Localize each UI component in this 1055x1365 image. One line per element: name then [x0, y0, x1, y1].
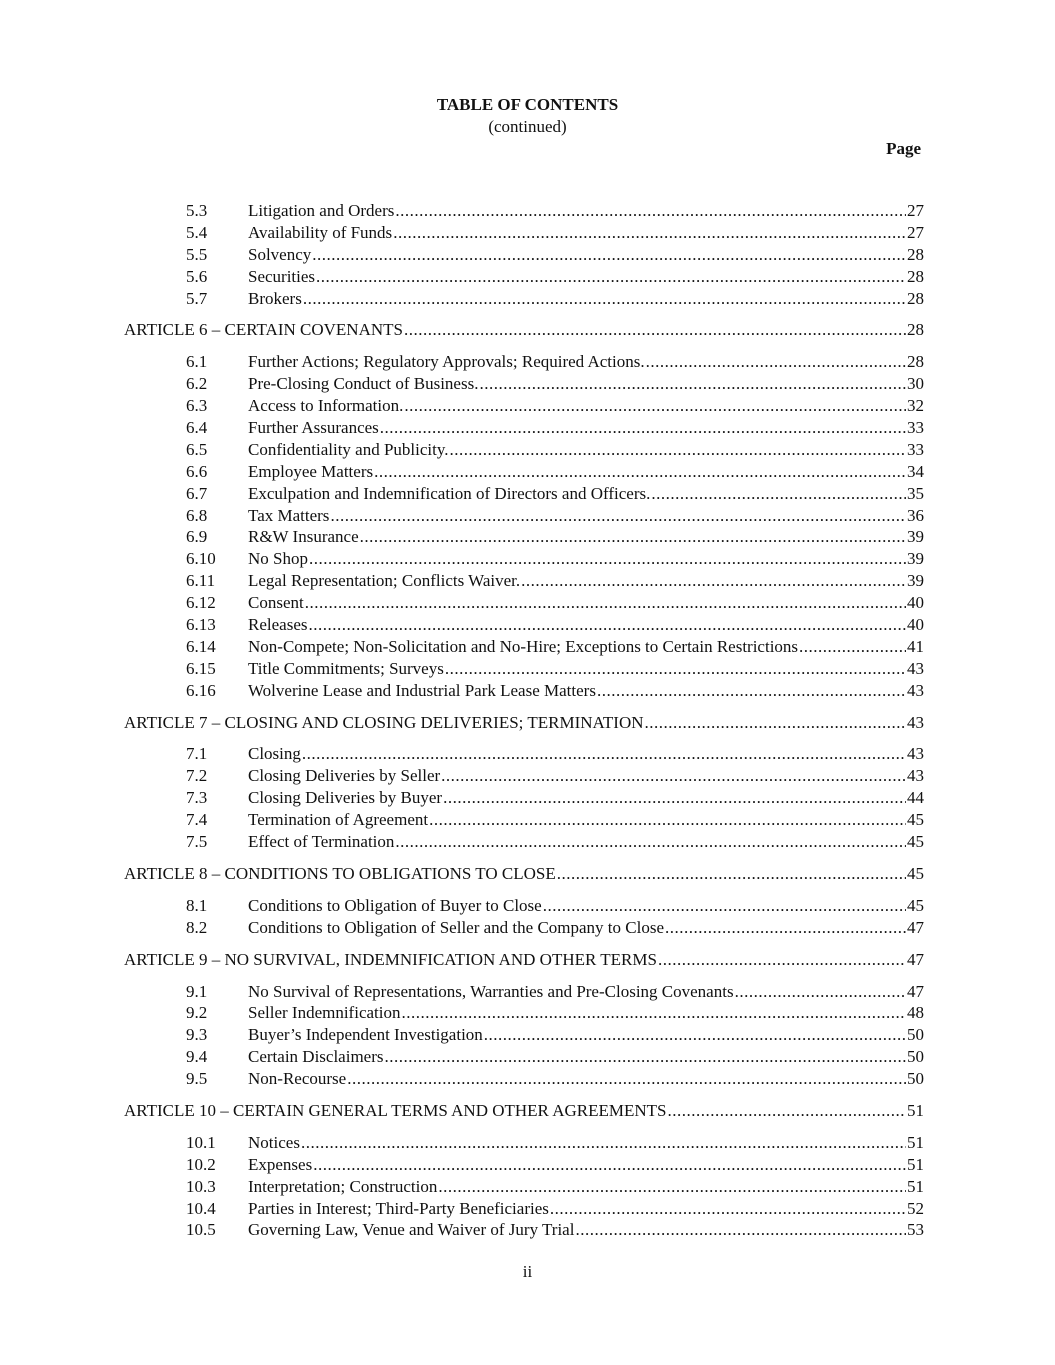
toc-page-number: 34 — [907, 461, 924, 481]
page-number: ii — [522, 1262, 533, 1281]
toc-section-number: 6.4 — [186, 418, 208, 438]
toc-page-number: 47 — [907, 917, 924, 937]
toc-page-number: 52 — [907, 1198, 924, 1218]
toc-section-number: 7.2 — [186, 766, 208, 786]
toc-row-line — [248, 526, 924, 548]
toc-section-number: 5.4 — [186, 222, 208, 242]
toc-row-line — [248, 200, 924, 222]
toc-entry-row[interactable] — [0, 895, 1055, 917]
toc-section-title: ARTICLE 6 – CERTAIN COVENANTS — [124, 320, 403, 340]
toc-entry-row[interactable] — [0, 1068, 1055, 1090]
toc-entry-row[interactable] — [0, 831, 1055, 853]
toc-section-title: Availability of Funds — [248, 222, 393, 242]
dot-leader — [445, 658, 906, 680]
toc-page-number: 45 — [907, 863, 924, 883]
dot-leader — [651, 483, 906, 505]
toc-page-number: 51 — [907, 1176, 924, 1196]
toc-section-title: Parties in Interest; Third-Party Beneficiaries — [248, 1198, 549, 1218]
dot-leader — [658, 949, 906, 971]
toc-page-number: 27 — [907, 222, 924, 242]
dot-leader — [395, 200, 906, 222]
toc-entry-row[interactable] — [0, 417, 1055, 439]
toc-section-number: 7.5 — [186, 832, 208, 852]
toc-section-title: Litigation and Orders — [248, 201, 395, 220]
toc-row-line — [248, 614, 924, 636]
toc-section-number: 9.4 — [186, 1047, 208, 1067]
dot-leader — [645, 712, 906, 734]
dot-leader — [404, 319, 906, 341]
dot-leader — [429, 809, 906, 831]
toc-page-number: 33 — [907, 439, 924, 459]
dot-leader — [450, 439, 906, 461]
toc-section-title: Non-Recourse — [248, 1069, 347, 1089]
toc-section-number: 6.5 — [186, 439, 208, 459]
toc-row-line — [248, 1068, 924, 1090]
dot-leader — [309, 548, 906, 570]
toc-row-line — [248, 483, 924, 505]
toc-page-number: 39 — [907, 549, 924, 569]
table-of-contents — [0, 200, 1055, 1241]
toc-page-number: 28 — [907, 266, 924, 286]
toc-section-title: Conditions to Obligation of Buyer to Close — [248, 895, 542, 915]
dot-leader — [438, 1176, 906, 1198]
dot-leader — [479, 373, 906, 395]
toc-section-title: Access to Information. — [248, 396, 404, 416]
dot-leader — [313, 1154, 906, 1176]
dot-leader — [330, 505, 906, 527]
toc-section-title: Confidentiality and Publicity. — [248, 439, 449, 459]
toc-page-number: 47 — [907, 981, 924, 1001]
dot-leader — [543, 895, 906, 917]
toc-page-number: 50 — [907, 1069, 924, 1089]
dot-leader — [799, 636, 906, 658]
toc-page-number: 45 — [907, 832, 924, 852]
toc-section-title: Governing Law, Venue and Waiver of Jury Trial — [248, 1220, 575, 1240]
toc-page-number: 43 — [907, 712, 924, 732]
toc-section-title: Buyer’s Independent Investigation — [248, 1025, 483, 1045]
toc-row-line — [248, 288, 924, 310]
toc-section-title: Termination of Agreement — [248, 810, 429, 830]
toc-section-title: Conditions to Obligation of Seller and the Company to Close — [248, 917, 664, 937]
dot-leader — [347, 1068, 906, 1090]
toc-entry-row[interactable] — [0, 461, 1055, 483]
dot-leader — [665, 917, 906, 939]
toc-section-number: 5.7 — [186, 288, 208, 308]
toc-entry-row[interactable] — [0, 395, 1055, 417]
toc-section-title: ARTICLE 8 – CONDITIONS TO OBLIGATIONS TO CLOSE — [124, 863, 556, 883]
toc-section-number: 6.10 — [186, 549, 216, 569]
toc-page-number: 43 — [907, 766, 924, 786]
toc-section-number: 6.8 — [186, 505, 208, 525]
toc-entry-row[interactable] — [0, 680, 1055, 702]
toc-page-number: 51 — [907, 1100, 924, 1120]
dot-leader — [484, 1024, 906, 1046]
toc-row-line — [248, 373, 924, 395]
toc-page-number: 28 — [907, 244, 924, 264]
toc-entry-row[interactable] — [0, 483, 1055, 505]
toc-entry-row[interactable] — [0, 439, 1055, 461]
toc-section-number: 6.15 — [186, 658, 216, 678]
toc-page-number: 39 — [907, 571, 924, 591]
toc-row-line — [248, 461, 924, 483]
toc-page-number: 30 — [907, 374, 924, 394]
toc-page-number: 51 — [907, 1154, 924, 1174]
toc-section-number: 6.1 — [186, 352, 208, 372]
dot-leader — [385, 1046, 907, 1068]
toc-row-line — [248, 1154, 924, 1176]
toc-entry-row[interactable] — [0, 1046, 1055, 1068]
toc-entry-row[interactable] — [0, 200, 1055, 222]
toc-row-line — [248, 1176, 924, 1198]
toc-entry-row[interactable] — [0, 1154, 1055, 1176]
toc-article-row[interactable] — [0, 319, 1055, 341]
toc-section-number: 7.1 — [186, 744, 208, 764]
toc-page-number: 40 — [907, 593, 924, 613]
dot-leader — [302, 743, 906, 765]
toc-page-number: 28 — [907, 352, 924, 372]
dot-leader — [597, 680, 906, 702]
toc-row-line — [248, 765, 924, 787]
toc-section-number: 9.1 — [186, 981, 208, 1001]
dot-leader — [575, 1219, 906, 1241]
toc-page-number: 51 — [907, 1132, 924, 1152]
dot-leader — [316, 266, 906, 288]
toc-section-number: 10.4 — [186, 1198, 216, 1218]
toc-row-line — [248, 917, 924, 939]
toc-row-line — [248, 1198, 924, 1220]
dot-leader — [380, 417, 906, 439]
toc-section-number: 6.16 — [186, 680, 216, 700]
toc-section-number: 6.2 — [186, 374, 208, 394]
toc-entry-row[interactable] — [0, 244, 1055, 266]
toc-entry-row[interactable] — [0, 288, 1055, 310]
toc-section-title: R&W Insurance — [248, 527, 359, 547]
toc-page-number: 50 — [907, 1025, 924, 1045]
toc-entry-row[interactable] — [0, 1024, 1055, 1046]
toc-section-title: Expenses — [248, 1154, 313, 1174]
toc-article-row[interactable] — [0, 1100, 1055, 1122]
toc-section-number: 9.2 — [186, 1003, 208, 1023]
toc-section-title: Seller Indemnification — [248, 1003, 401, 1023]
toc-section-number: 8.1 — [186, 895, 208, 915]
toc-section-number: 5.6 — [186, 266, 208, 286]
dot-leader — [401, 1002, 906, 1024]
toc-page-number: 48 — [907, 1003, 924, 1023]
toc-entry-row[interactable] — [0, 1176, 1055, 1198]
toc-page-number: 43 — [907, 680, 924, 700]
toc-section-title: Closing Deliveries by Seller — [248, 766, 441, 786]
dot-leader — [441, 765, 906, 787]
page-subtitle: (continued) — [488, 117, 567, 136]
toc-page-number: 35 — [907, 483, 924, 503]
toc-row-line — [248, 1219, 924, 1241]
toc-row-line — [248, 895, 924, 917]
toc-entry-row[interactable] — [0, 1002, 1055, 1024]
toc-entry-row[interactable] — [0, 981, 1055, 1003]
toc-row-line — [248, 831, 924, 853]
toc-row-line — [248, 266, 924, 288]
toc-row-line — [248, 658, 924, 680]
dot-leader — [404, 395, 906, 417]
toc-row-line — [248, 1132, 924, 1154]
toc-section-title: Certain Disclaimers — [248, 1047, 384, 1067]
toc-section-title: ARTICLE 9 – NO SURVIVAL, INDEMNIFICATION AND OTHER TERMS — [124, 949, 657, 969]
dot-leader — [667, 1100, 906, 1122]
toc-entry-row[interactable] — [0, 1132, 1055, 1154]
toc-row-line — [124, 863, 924, 885]
dot-leader — [374, 461, 906, 483]
toc-entry-row[interactable] — [0, 592, 1055, 614]
toc-section-title: Effect of Termination — [248, 832, 395, 852]
toc-entry-row[interactable] — [0, 526, 1055, 548]
toc-section-title: Releases — [248, 615, 308, 635]
toc-entry-row[interactable] — [0, 351, 1055, 373]
toc-section-title: Notices — [248, 1132, 300, 1152]
toc-row-line — [248, 1024, 924, 1046]
toc-row-line — [248, 395, 924, 417]
toc-section-number: 10.5 — [186, 1220, 216, 1240]
dot-leader — [393, 222, 906, 244]
toc-entry-row[interactable] — [0, 505, 1055, 527]
toc-row-line — [248, 787, 924, 809]
toc-page-number: 45 — [907, 810, 924, 830]
toc-row-line — [248, 439, 924, 461]
toc-row-line — [248, 636, 924, 658]
toc-page-number: 27 — [907, 201, 924, 220]
page-column-header: Page — [886, 139, 921, 158]
toc-section-number: 6.14 — [186, 636, 216, 656]
toc-page-number: 45 — [907, 895, 924, 915]
toc-section-title: Exculpation and Indemnification of Directors and Officers. — [248, 483, 651, 503]
toc-page-number: 33 — [907, 418, 924, 438]
toc-row-line — [248, 417, 924, 439]
toc-row-line — [248, 222, 924, 244]
toc-section-title: No Shop — [248, 549, 308, 569]
toc-section-number: 7.3 — [186, 788, 208, 808]
toc-page-number: 40 — [907, 615, 924, 635]
toc-page-number: 32 — [907, 396, 924, 416]
dot-leader — [550, 1198, 906, 1220]
toc-row-line — [248, 244, 924, 266]
toc-section-title: Closing Deliveries by Buyer — [248, 788, 443, 808]
dot-leader — [443, 787, 906, 809]
toc-row-line — [124, 319, 924, 341]
page-title: TABLE OF CONTENTS — [436, 95, 619, 114]
toc-section-number: 5.3 — [186, 201, 208, 220]
toc-article-row[interactable] — [0, 949, 1055, 971]
toc-page-number: 39 — [907, 527, 924, 547]
toc-row-line — [248, 592, 924, 614]
toc-section-title: Further Assurances — [248, 418, 379, 438]
toc-article-row[interactable] — [0, 712, 1055, 734]
dot-leader — [557, 863, 906, 885]
toc-entry-row[interactable] — [0, 1198, 1055, 1220]
toc-entry-row[interactable] — [0, 614, 1055, 636]
toc-row-line — [248, 505, 924, 527]
toc-page-number: 43 — [907, 658, 924, 678]
toc-section-number: 6.11 — [186, 571, 216, 591]
toc-section-number: 5.5 — [186, 244, 208, 264]
toc-section-title: ARTICLE 7 – CLOSING AND CLOSING DELIVERIES; TERMINATION — [124, 712, 644, 732]
dot-leader — [305, 592, 906, 614]
toc-entry-row[interactable] — [0, 222, 1055, 244]
toc-section-title: ARTICLE 10 – CERTAIN GENERAL TERMS AND OTHER AGREEMENTS — [124, 1100, 667, 1120]
toc-row-line — [248, 570, 924, 592]
toc-page-number: 47 — [907, 949, 924, 969]
toc-page-number: 41 — [907, 636, 924, 656]
toc-row-line — [124, 712, 924, 734]
dot-leader — [303, 288, 906, 310]
dot-leader — [308, 614, 906, 636]
toc-page-number: 36 — [907, 505, 924, 525]
toc-entry-row[interactable] — [0, 765, 1055, 787]
toc-section-number: 6.9 — [186, 527, 208, 547]
toc-entry-row[interactable] — [0, 636, 1055, 658]
toc-row-line — [248, 981, 924, 1003]
toc-entry-row[interactable] — [0, 658, 1055, 680]
toc-section-title: Legal Representation; Conflicts Waiver. — [248, 571, 521, 591]
toc-section-number: 6.12 — [186, 593, 216, 613]
toc-row-line — [248, 1002, 924, 1024]
toc-section-title: Further Actions; Regulatory Approvals; Required Actions. — [248, 352, 645, 372]
toc-section-title: Tax Matters — [248, 505, 330, 525]
toc-page-number: 53 — [907, 1220, 924, 1240]
toc-section-title: Pre-Closing Conduct of Business. — [248, 374, 479, 394]
toc-row-line — [248, 548, 924, 570]
toc-row-line — [248, 743, 924, 765]
dot-leader — [735, 981, 906, 1003]
toc-section-title: Securities — [248, 266, 316, 286]
toc-section-number: 10.1 — [186, 1132, 216, 1152]
toc-section-title: Solvency — [248, 244, 312, 264]
toc-section-number: 9.5 — [186, 1069, 208, 1089]
toc-section-number: 10.2 — [186, 1154, 216, 1174]
toc-section-number: 8.2 — [186, 917, 208, 937]
toc-section-title: Interpretation; Construction — [248, 1176, 438, 1196]
toc-row-line — [248, 809, 924, 831]
dot-leader — [646, 351, 906, 373]
toc-article-row[interactable] — [0, 863, 1055, 885]
toc-entry-row[interactable] — [0, 743, 1055, 765]
toc-section-title: Closing — [248, 744, 301, 764]
toc-section-title: Employee Matters — [248, 461, 374, 481]
dot-leader — [521, 570, 906, 592]
dot-leader — [360, 526, 906, 548]
toc-section-number: 6.6 — [186, 461, 208, 481]
toc-section-number: 6.13 — [186, 615, 216, 635]
toc-row-line — [248, 1046, 924, 1068]
toc-section-title: Wolverine Lease and Industrial Park Lease Matters — [248, 680, 596, 700]
dot-leader — [395, 831, 906, 853]
toc-entry-row[interactable] — [0, 787, 1055, 809]
toc-entry-row[interactable] — [0, 570, 1055, 592]
toc-section-number: 7.4 — [186, 810, 208, 830]
toc-section-title: Non-Compete; Non-Solicitation and No-Hire; Exceptions to Certain Restrictions — [248, 636, 799, 656]
toc-section-number: 9.3 — [186, 1025, 208, 1045]
toc-section-number: 10.3 — [186, 1176, 216, 1196]
toc-section-number: 6.3 — [186, 396, 208, 416]
toc-page-number: 44 — [907, 788, 924, 808]
toc-section-title: Brokers — [248, 288, 302, 308]
dot-leader — [301, 1132, 906, 1154]
toc-page-number: 28 — [907, 288, 924, 308]
toc-page-number: 50 — [907, 1047, 924, 1067]
toc-entry-row[interactable] — [0, 373, 1055, 395]
toc-entry-row[interactable] — [0, 809, 1055, 831]
toc-entry-row[interactable] — [0, 266, 1055, 288]
toc-entry-row[interactable] — [0, 1219, 1055, 1241]
toc-section-title: No Survival of Representations, Warranties and Pre-Closing Covenants — [248, 981, 734, 1001]
toc-section-title: Consent — [248, 593, 304, 613]
toc-page-number: 28 — [907, 320, 924, 340]
toc-page-number: 43 — [907, 744, 924, 764]
toc-entry-row[interactable] — [0, 917, 1055, 939]
toc-row-line — [248, 351, 924, 373]
toc-entry-row[interactable] — [0, 548, 1055, 570]
toc-section-number: 6.7 — [186, 483, 208, 503]
toc-row-line — [124, 949, 924, 971]
toc-row-line — [248, 680, 924, 702]
toc-section-title: Title Commitments; Surveys — [248, 658, 444, 678]
toc-row-line — [124, 1100, 924, 1122]
dot-leader — [312, 244, 906, 266]
